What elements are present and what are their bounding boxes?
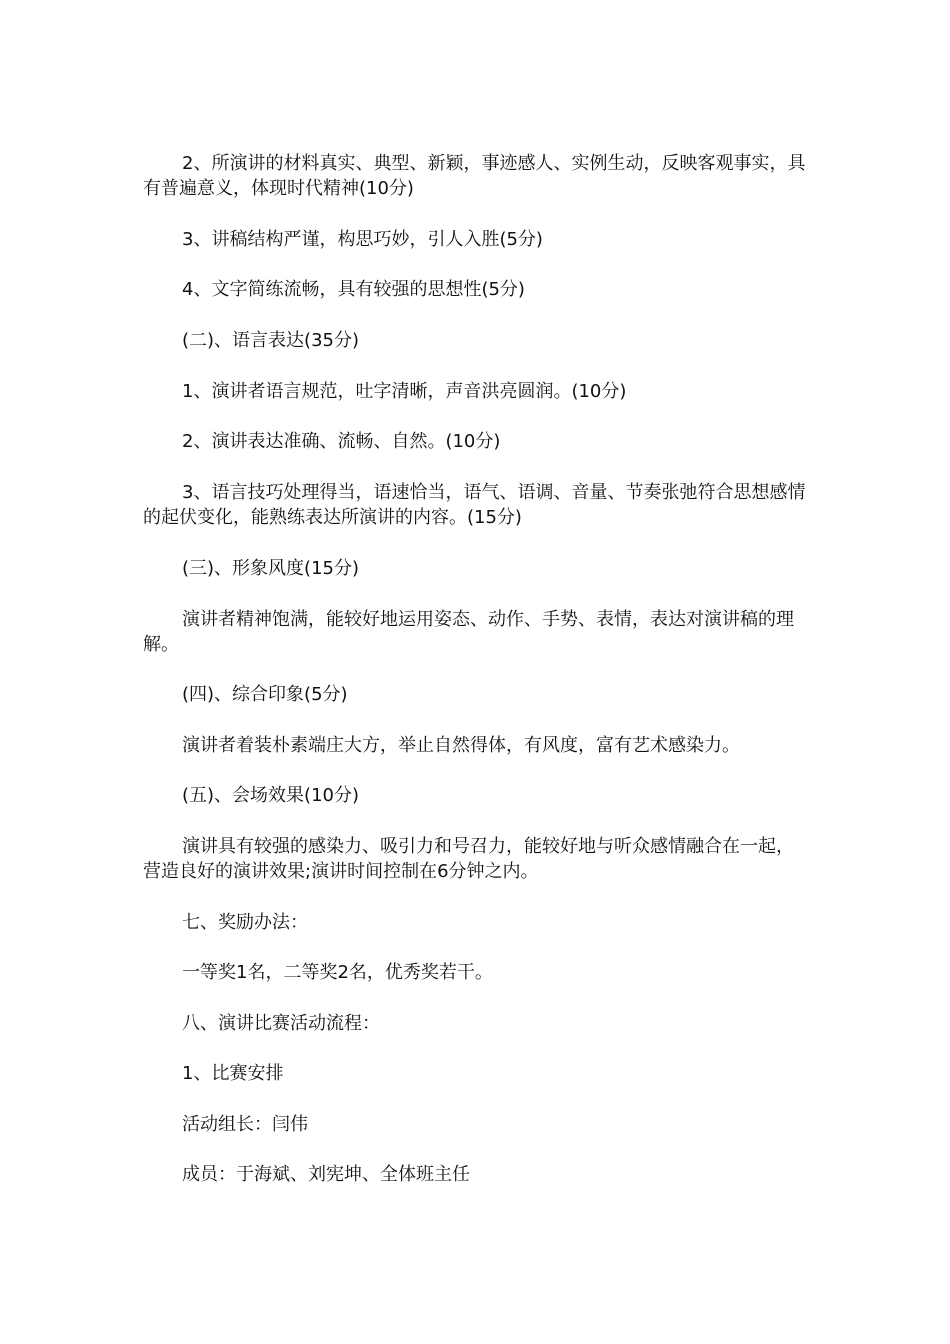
paragraph-language-expression: 2、演讲表达准确、流畅、自然。(10分) (182, 431, 501, 452)
paragraph-team-leader: 活动组长：闫伟 (182, 1114, 308, 1135)
paragraph-criteria-materials: 2、所演讲的材料真实、典型、新颖，事迹感人、实例生动，反映客观事实，具有普遍意义，体现时代精神(10分) (143, 153, 806, 199)
paragraph-language-standard: 1、演讲者语言规范，吐字清晰，声音洪亮圆润。(10分) (182, 381, 627, 402)
paragraph-appearance: 演讲者精神饱满，能较好地运用姿态、动作、手势、表情，表达对演讲稿的理解。 (143, 609, 794, 655)
paragraph-awards: 一等奖1名，二等奖2名，优秀奖若干。 (182, 962, 493, 983)
section-heading-awards: 七、奖励办法： (182, 912, 308, 933)
paragraph-criteria-structure: 3、讲稿结构严谨，构思巧妙，引人入胜(5分) (182, 229, 543, 250)
section-heading-venue-effect: (五)、会场效果(10分) (182, 785, 359, 806)
section-heading-impression: (四)、综合印象(5分) (182, 684, 348, 705)
section-heading-process: 八、演讲比赛活动流程： (182, 1013, 380, 1034)
paragraph-language-skills: 3、语言技巧处理得当，语速恰当，语气、语调、音量、节奏张弛符合思想感情的起伏变化，能熟练表达所演讲的内容。(15分) (143, 482, 806, 528)
paragraph-team-members: 成员：于海斌、刘宪坤、全体班主任 (182, 1164, 470, 1185)
paragraph-impression: 演讲者着装朴素端庄大方，举止自然得体，有风度，富有艺术感染力。 (182, 735, 740, 756)
paragraph-criteria-writing: 4、文字简练流畅，具有较强的思想性(5分) (182, 279, 525, 300)
section-heading-language: (二)、语言表达(35分) (182, 330, 359, 351)
paragraph-venue-effect: 演讲具有较强的感染力、吸引力和号召力，能较好地与听众感情融合在一起，营造良好的演讲效果;演讲时间控制在6分钟之内。 (143, 836, 794, 882)
paragraph-arrangement: 1、比赛安排 (182, 1063, 284, 1084)
section-heading-appearance: (三)、形象风度(15分) (182, 558, 359, 579)
